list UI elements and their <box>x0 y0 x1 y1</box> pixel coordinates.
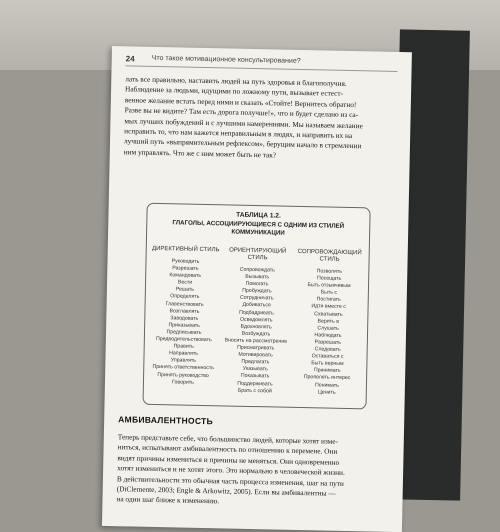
text-line: Разве вы не видите? Там есть дорога получше!», что и будет сделано из са- <box>124 105 359 120</box>
verb-item: Предводительствовать <box>155 336 212 344</box>
text-line: ним управлять. Что же с ним может быть не так? <box>123 147 277 160</box>
text-line: хотят измениться и не хотят этого. Это нормально в человеческой жизни. <box>117 463 345 478</box>
column-items <box>146 258 223 387</box>
verb-item: Быть верным <box>311 360 344 368</box>
verb-item: Разрешать <box>172 265 199 272</box>
verb-item: Помогать <box>245 281 269 288</box>
running-title: Что такое мотивационное консультирование? <box>151 54 301 65</box>
verb-item: Вдохновлять <box>240 323 272 331</box>
verb-item: Быть с <box>320 289 338 297</box>
verb-item: Мотивировать <box>238 351 273 359</box>
verb-item: Оставаться с <box>311 353 344 361</box>
verb-item: Постигать <box>316 296 341 304</box>
verb-item: Вызывать <box>245 273 270 281</box>
verb-item: Управлять <box>170 357 197 365</box>
verb-item: Брать с собой <box>237 387 272 395</box>
verb-item: Принять ответственность <box>152 364 215 372</box>
verb-item: Заводовать <box>170 315 199 322</box>
verb-item: Наблюдать <box>314 332 342 339</box>
verb-item: Определять <box>170 293 200 301</box>
verb-item: Командовать <box>169 272 202 280</box>
text-line: ниться, испытывают амбивалентность по отношению к перемене. Они <box>117 442 338 457</box>
column-guiding <box>218 247 295 395</box>
text-line: (DiClemente, 2003; Engle & Arkowitz, 2005). Если вы амбивалентны — <box>116 484 336 498</box>
column-following <box>290 249 367 397</box>
table-title: ТАБЛИЦА 1.2. <box>236 211 281 220</box>
text-line: лучший путь «выпрямительным рефлексом», берущим начало в стремлении <box>123 136 362 151</box>
text-line: видят причины измениться и причины не меняться. Они одновременно <box>117 453 340 467</box>
verb-item: Проявлять интерес <box>303 374 351 382</box>
header-rule <box>126 65 398 72</box>
verb-item: Следовать <box>314 346 341 353</box>
verb-item: Вести <box>177 279 193 287</box>
verb-item: Разрешать <box>314 339 342 346</box>
verb-item: Слушать <box>317 325 339 332</box>
verb-item: Возбуждать <box>241 330 271 338</box>
verb-item: Поддерживать <box>237 380 273 387</box>
intro-paragraph <box>124 74 400 163</box>
text-line: В действительности это обычная часть процесса изменения, шаг на пути <box>116 473 345 488</box>
verb-item: Сопровождать <box>239 266 275 274</box>
column-header: ДИРЕКТИВНЫЙ СТИЛЬ <box>151 245 220 254</box>
verb-item: Пробуждать <box>242 288 272 295</box>
verb-item: Говорить <box>172 378 194 386</box>
verb-item: Приказывать <box>168 322 200 329</box>
text-line: мых лучших побуждений и с лучшими намерениями. Мы называем желание <box>124 115 363 130</box>
verb-item: Сотрудничать <box>239 295 274 302</box>
verb-item: Главенствовать <box>165 300 204 308</box>
column-header: СОПРОВОЖДАЮЩИЙ СТИЛЬ <box>297 248 362 263</box>
verb-item: Предлагать <box>241 358 270 366</box>
verb-item: Решать <box>175 286 195 294</box>
text-line: лать все правильно, наставить людей на путь здоровья и благополучия. <box>125 74 347 88</box>
column-items <box>290 268 367 397</box>
verb-item: Направлять <box>169 350 199 358</box>
page-number: 24 <box>125 54 135 64</box>
column-directive <box>146 246 223 387</box>
text-line: Наблюдение за людьми, идущими по ложному пути, вызывает естест- <box>125 84 344 99</box>
verb-item: Быть отзывчивым <box>307 282 351 290</box>
verb-item: Добиваться <box>242 302 271 309</box>
verb-item: Принять руководство <box>157 371 209 379</box>
body-paragraph <box>116 432 391 511</box>
verb-item: Позволять <box>316 268 343 275</box>
verb-item: Понимать <box>314 381 339 389</box>
verb-item: Показывать <box>240 373 270 380</box>
verb-item: Посещать <box>317 275 342 282</box>
verb-item: Править <box>173 343 194 350</box>
verb-item: Ценить <box>317 388 336 396</box>
verbs-table <box>142 203 370 410</box>
column-header: ОРИЕНТИРУЮЩИЙ СТИЛЬ <box>229 247 287 262</box>
verb-item: Возглавлять <box>169 307 200 315</box>
table-caption: ГЛАГОЛЫ, АССОЦИИРУЮЩИЕСЯ С ОДНИМ ИЗ СТИЛЕЙ КОММУНИКАЦИИ <box>172 219 345 237</box>
section-title: АМБИВАЛЕНТНОСТЬ <box>118 414 214 427</box>
verb-item: Присматривать <box>237 344 275 352</box>
page-header <box>126 54 398 74</box>
verb-item: Идти вместе с <box>311 303 346 311</box>
text-line: венное желание встать перед ними и сказать «Стойте! Вернитесь обратно! <box>124 95 357 109</box>
book-page <box>102 46 412 532</box>
verb-item: Указывать <box>242 366 268 373</box>
column-items <box>218 266 295 395</box>
verb-item: Вносить на рассмотрение <box>224 337 288 345</box>
verb-item: Верить в <box>317 318 340 325</box>
text-line: исправить то, что нам кажется неправильным в людях, и направить их на <box>124 126 353 141</box>
verb-item: Осведомлять <box>239 316 273 324</box>
text-line: на один шаг ближе к изменению. <box>116 494 220 506</box>
verb-item: Руководить <box>171 258 200 265</box>
verb-item: Предписывать <box>166 329 202 336</box>
verb-item: Схватывать <box>314 310 343 318</box>
verb-item: Принимать <box>313 367 341 375</box>
text-line: Теперь представьте себе, что большинство людей, которые хотят изме- <box>117 432 339 446</box>
verb-item: Подбадривать <box>239 309 274 317</box>
